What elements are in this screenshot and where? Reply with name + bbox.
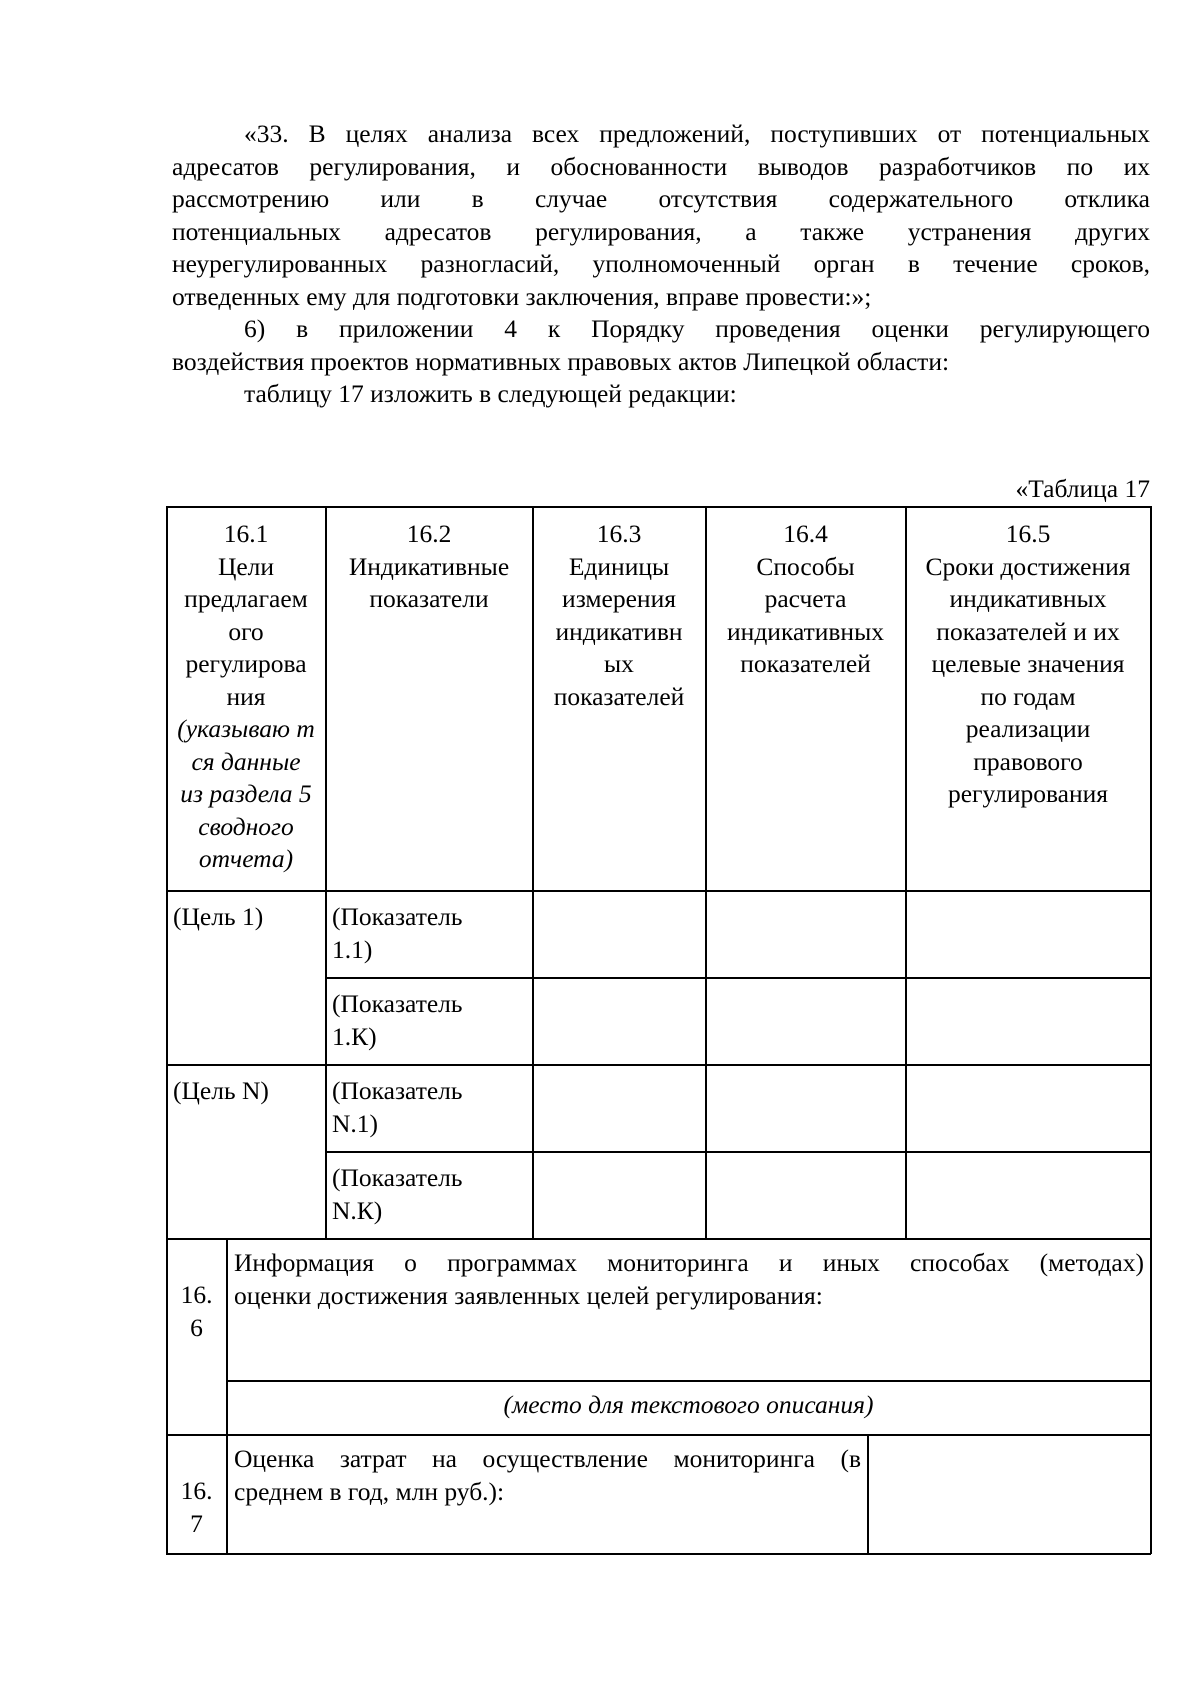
paragraph-33 bbox=[172, 118, 1150, 313]
header-16-1-line-2: предлагаем bbox=[184, 584, 308, 613]
goal-1-cell: (Цель 1) bbox=[173, 902, 264, 931]
header-16-1-note-5: отчета) bbox=[198, 844, 294, 873]
indicator-1-1-line-2: 1.1) bbox=[332, 934, 373, 964]
table-caption: «Таблица 17 bbox=[1015, 474, 1150, 503]
goal-n-cell: (Цель N) bbox=[173, 1076, 269, 1105]
header-16-5-line-3: показателей и их bbox=[936, 616, 1120, 646]
indicator-n-1-line-1: (Показатель bbox=[332, 1076, 463, 1105]
header-16-3-line-2: измерения bbox=[562, 584, 676, 613]
header-16-1 bbox=[167, 518, 325, 876]
header-16-1-note-3: из раздела 5 bbox=[180, 779, 312, 808]
header-16-5-line-4: целевые значения bbox=[931, 649, 1125, 678]
header-16-2-line-1: Индикативные bbox=[348, 551, 510, 581]
row-16-7-line-2: среднем в год, млн руб.): bbox=[234, 1476, 505, 1506]
header-16-5-line-6: реализации bbox=[965, 714, 1091, 743]
indicator-1-1-line-1: (Показатель bbox=[332, 902, 463, 931]
header-16-5-line-7: правового bbox=[973, 746, 1083, 776]
header-bottom-rule bbox=[166, 890, 1151, 892]
row-16-6-line-1: Информация о программах мониторинга и иных способах (методах) bbox=[234, 1248, 1144, 1277]
paragraph-item-6 bbox=[172, 313, 1150, 378]
cost-value-rule bbox=[867, 1434, 869, 1554]
header-16-5-line-1: Сроки достижения bbox=[925, 551, 1131, 581]
row-16-7-text bbox=[234, 1443, 861, 1508]
row-16-7-line-1: Оценка затрат на осуществление мониторинга (в bbox=[234, 1444, 861, 1473]
row-16-7-num-1: 16. bbox=[180, 1476, 213, 1505]
header-16-1-note-2: ся данные bbox=[191, 746, 301, 776]
paragraph-table-intro bbox=[172, 378, 1150, 411]
header-16-2-num: 16.2 bbox=[406, 519, 452, 548]
indicator-1-k-line-2: 1.К) bbox=[332, 1021, 377, 1051]
header-16-4 bbox=[706, 518, 905, 681]
p1-line-2: адресатов регулирования, и обоснованности выводов разработчиков по их bbox=[172, 151, 1150, 181]
row-rule-2 bbox=[166, 1064, 1151, 1066]
row-16-7-num-2: 7 bbox=[190, 1508, 203, 1538]
row-rule-3 bbox=[325, 1151, 1151, 1153]
header-16-4-line-4: показателей bbox=[740, 649, 871, 678]
indicator-1-k bbox=[332, 988, 463, 1053]
p1-line-3: рассмотрению или в случае отсутствия содержательного отклика bbox=[172, 184, 1150, 213]
header-16-5-num: 16.5 bbox=[1005, 519, 1051, 548]
header-16-5-line-8: регулирования bbox=[947, 779, 1109, 808]
table-rule-16-7 bbox=[166, 1434, 1151, 1436]
header-16-3 bbox=[533, 518, 705, 713]
p3-line: таблицу 17 изложить в следующей редакции: bbox=[244, 379, 737, 408]
p1-line-1: «33. В целях анализа всех предложений, поступивших от потенциальных bbox=[244, 119, 1150, 148]
header-16-4-line-1: Способы bbox=[756, 551, 855, 581]
indicator-1-k-line-1: (Показатель bbox=[332, 989, 463, 1018]
header-16-3-line-1: Единицы bbox=[568, 551, 670, 581]
col-rule-1 bbox=[325, 506, 327, 1239]
p2-line-2: воздействия проектов нормативных правовых актов Липецкой области: bbox=[172, 346, 950, 376]
header-16-4-line-2: расчета bbox=[764, 584, 847, 613]
header-16-3-line-4: ых bbox=[604, 649, 634, 678]
p1-line-6: отведенных ему для подготовки заключения, вправе провести:»; bbox=[172, 281, 872, 311]
row-16-6-number bbox=[167, 1279, 226, 1344]
header-16-1-num: 16.1 bbox=[223, 519, 269, 548]
table-bottom-border bbox=[166, 1553, 1151, 1555]
row-16-6-num-1: 16. bbox=[180, 1280, 213, 1309]
row-16-6-num-2: 6 bbox=[190, 1312, 203, 1342]
header-16-5-line-5: по годам bbox=[980, 681, 1076, 711]
table-top-border bbox=[166, 506, 1151, 508]
row-16-7-number bbox=[167, 1475, 226, 1540]
header-16-3-line-3: индикативн bbox=[555, 616, 683, 646]
header-16-4-num: 16.4 bbox=[783, 519, 828, 548]
indicator-n-k-line-1: (Показатель bbox=[332, 1163, 463, 1192]
indicator-n-1-line-2: N.1) bbox=[332, 1108, 379, 1138]
indicator-n-1 bbox=[332, 1075, 463, 1140]
header-16-5 bbox=[906, 518, 1150, 811]
header-16-1-line-4: регулирова bbox=[185, 649, 307, 678]
header-16-4-line-3: индикативных bbox=[727, 616, 884, 646]
p2-line-1: 6) в приложении 4 к Порядку проведения оценки регулирующего bbox=[244, 314, 1150, 343]
table-rule-16-6 bbox=[166, 1238, 1151, 1240]
row-16-6-placeholder: (место для текстового описания) bbox=[503, 1390, 874, 1419]
header-16-2-line-2: показатели bbox=[369, 584, 489, 613]
header-16-2 bbox=[326, 518, 532, 616]
indicator-n-k-line-2: N.К) bbox=[332, 1195, 383, 1225]
row-16-6-line-2: оценки достижения заявленных целей регулирования: bbox=[234, 1280, 823, 1310]
row-16-6-inner-rule bbox=[226, 1380, 1151, 1382]
p1-line-4: потенциальных адресатов регулирования, а также устранения других bbox=[172, 216, 1150, 246]
indicator-n-k bbox=[332, 1162, 463, 1227]
p1-line-5: неурегулированных разногласий, уполномоченный орган в течение сроков, bbox=[172, 249, 1150, 278]
indicator-1-1 bbox=[332, 901, 463, 966]
table-right-border bbox=[1150, 506, 1152, 1554]
header-16-1-note-4: сводного bbox=[198, 811, 294, 841]
row-16-6-text bbox=[234, 1247, 1144, 1312]
header-16-1-line-1: Цели bbox=[217, 551, 275, 581]
header-16-5-line-2: индикативных bbox=[949, 584, 1107, 613]
header-16-1-line-3: ого bbox=[228, 616, 264, 646]
header-16-3-num: 16.3 bbox=[596, 519, 642, 548]
header-16-3-line-5: показателей bbox=[553, 681, 685, 711]
header-16-1-note-1: (указываю т bbox=[177, 714, 315, 743]
row-rule-1 bbox=[325, 977, 1151, 979]
header-16-1-line-5: ния bbox=[226, 681, 266, 711]
